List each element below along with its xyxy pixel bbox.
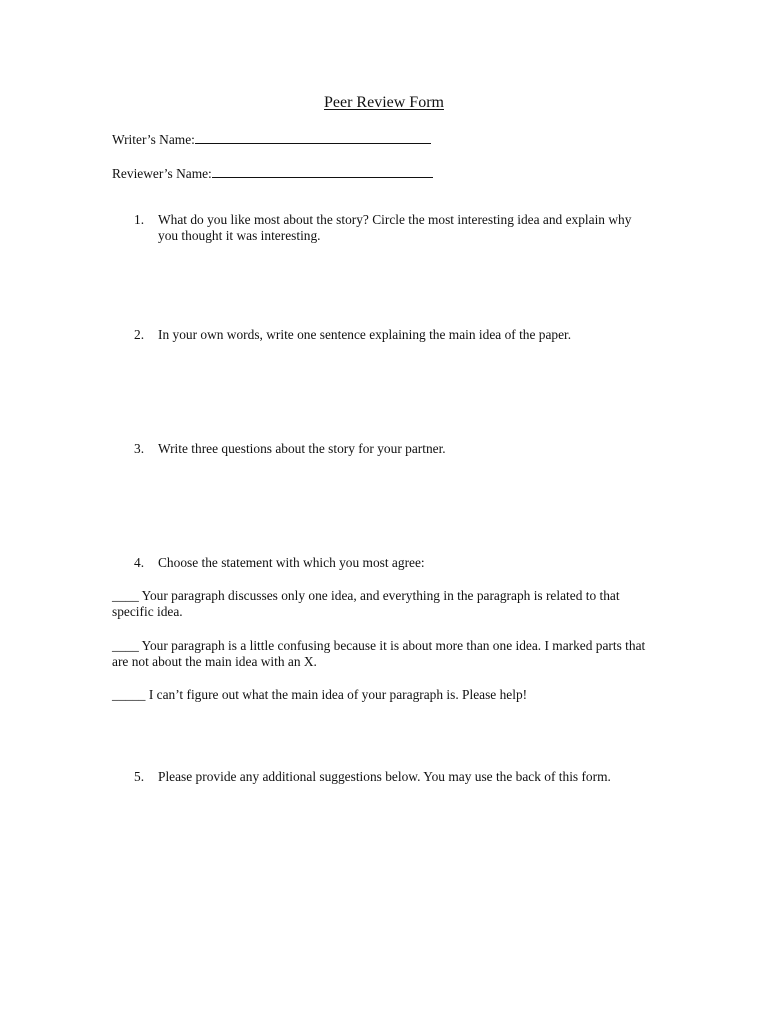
writer-name-field [112,130,431,148]
writer-name-label: Writer’s Name: [112,132,195,147]
reviewer-name-label: Reviewer’s Name: [112,166,212,181]
question-number: 1. [134,212,145,227]
question-text: Write three questions about the story for your partner. [158,441,446,456]
form-title: Peer Review Form [324,94,444,111]
question-text: Please provide any additional suggestions below. You may use the back of this form. [158,769,611,784]
question-text: Choose the statement with which you most agree: [158,555,425,570]
question-1 [134,212,654,244]
agree-option-1[interactable]: ____ Your paragraph discusses only one idea, and everything in the paragraph is related to that specific idea. [112,588,620,619]
writer-name-blank[interactable] [195,130,431,144]
question-4 [134,555,654,571]
agree-option-2[interactable]: ____ Your paragraph is a little confusing because it is about more than one idea. I marked parts that are not about the main idea with an X. [112,638,646,669]
question-number: 3. [134,441,145,456]
question-text: What do you like most about the story? Circle the most interesting idea and explain why you thought it was interesting. [158,212,632,243]
question-5 [134,769,654,785]
reviewer-name-blank[interactable] [212,164,433,178]
reviewer-name-field [112,164,433,182]
agree-option-3[interactable]: _____ I can’t figure out what the main idea of your paragraph is. Please help! [112,687,528,702]
question-number: 2. [134,327,145,342]
question-3 [134,441,654,457]
question-number: 5. [134,769,145,784]
question-2 [134,327,654,343]
question-number: 4. [134,555,145,570]
question-text: In your own words, write one sentence explaining the main idea of the paper. [158,327,572,342]
